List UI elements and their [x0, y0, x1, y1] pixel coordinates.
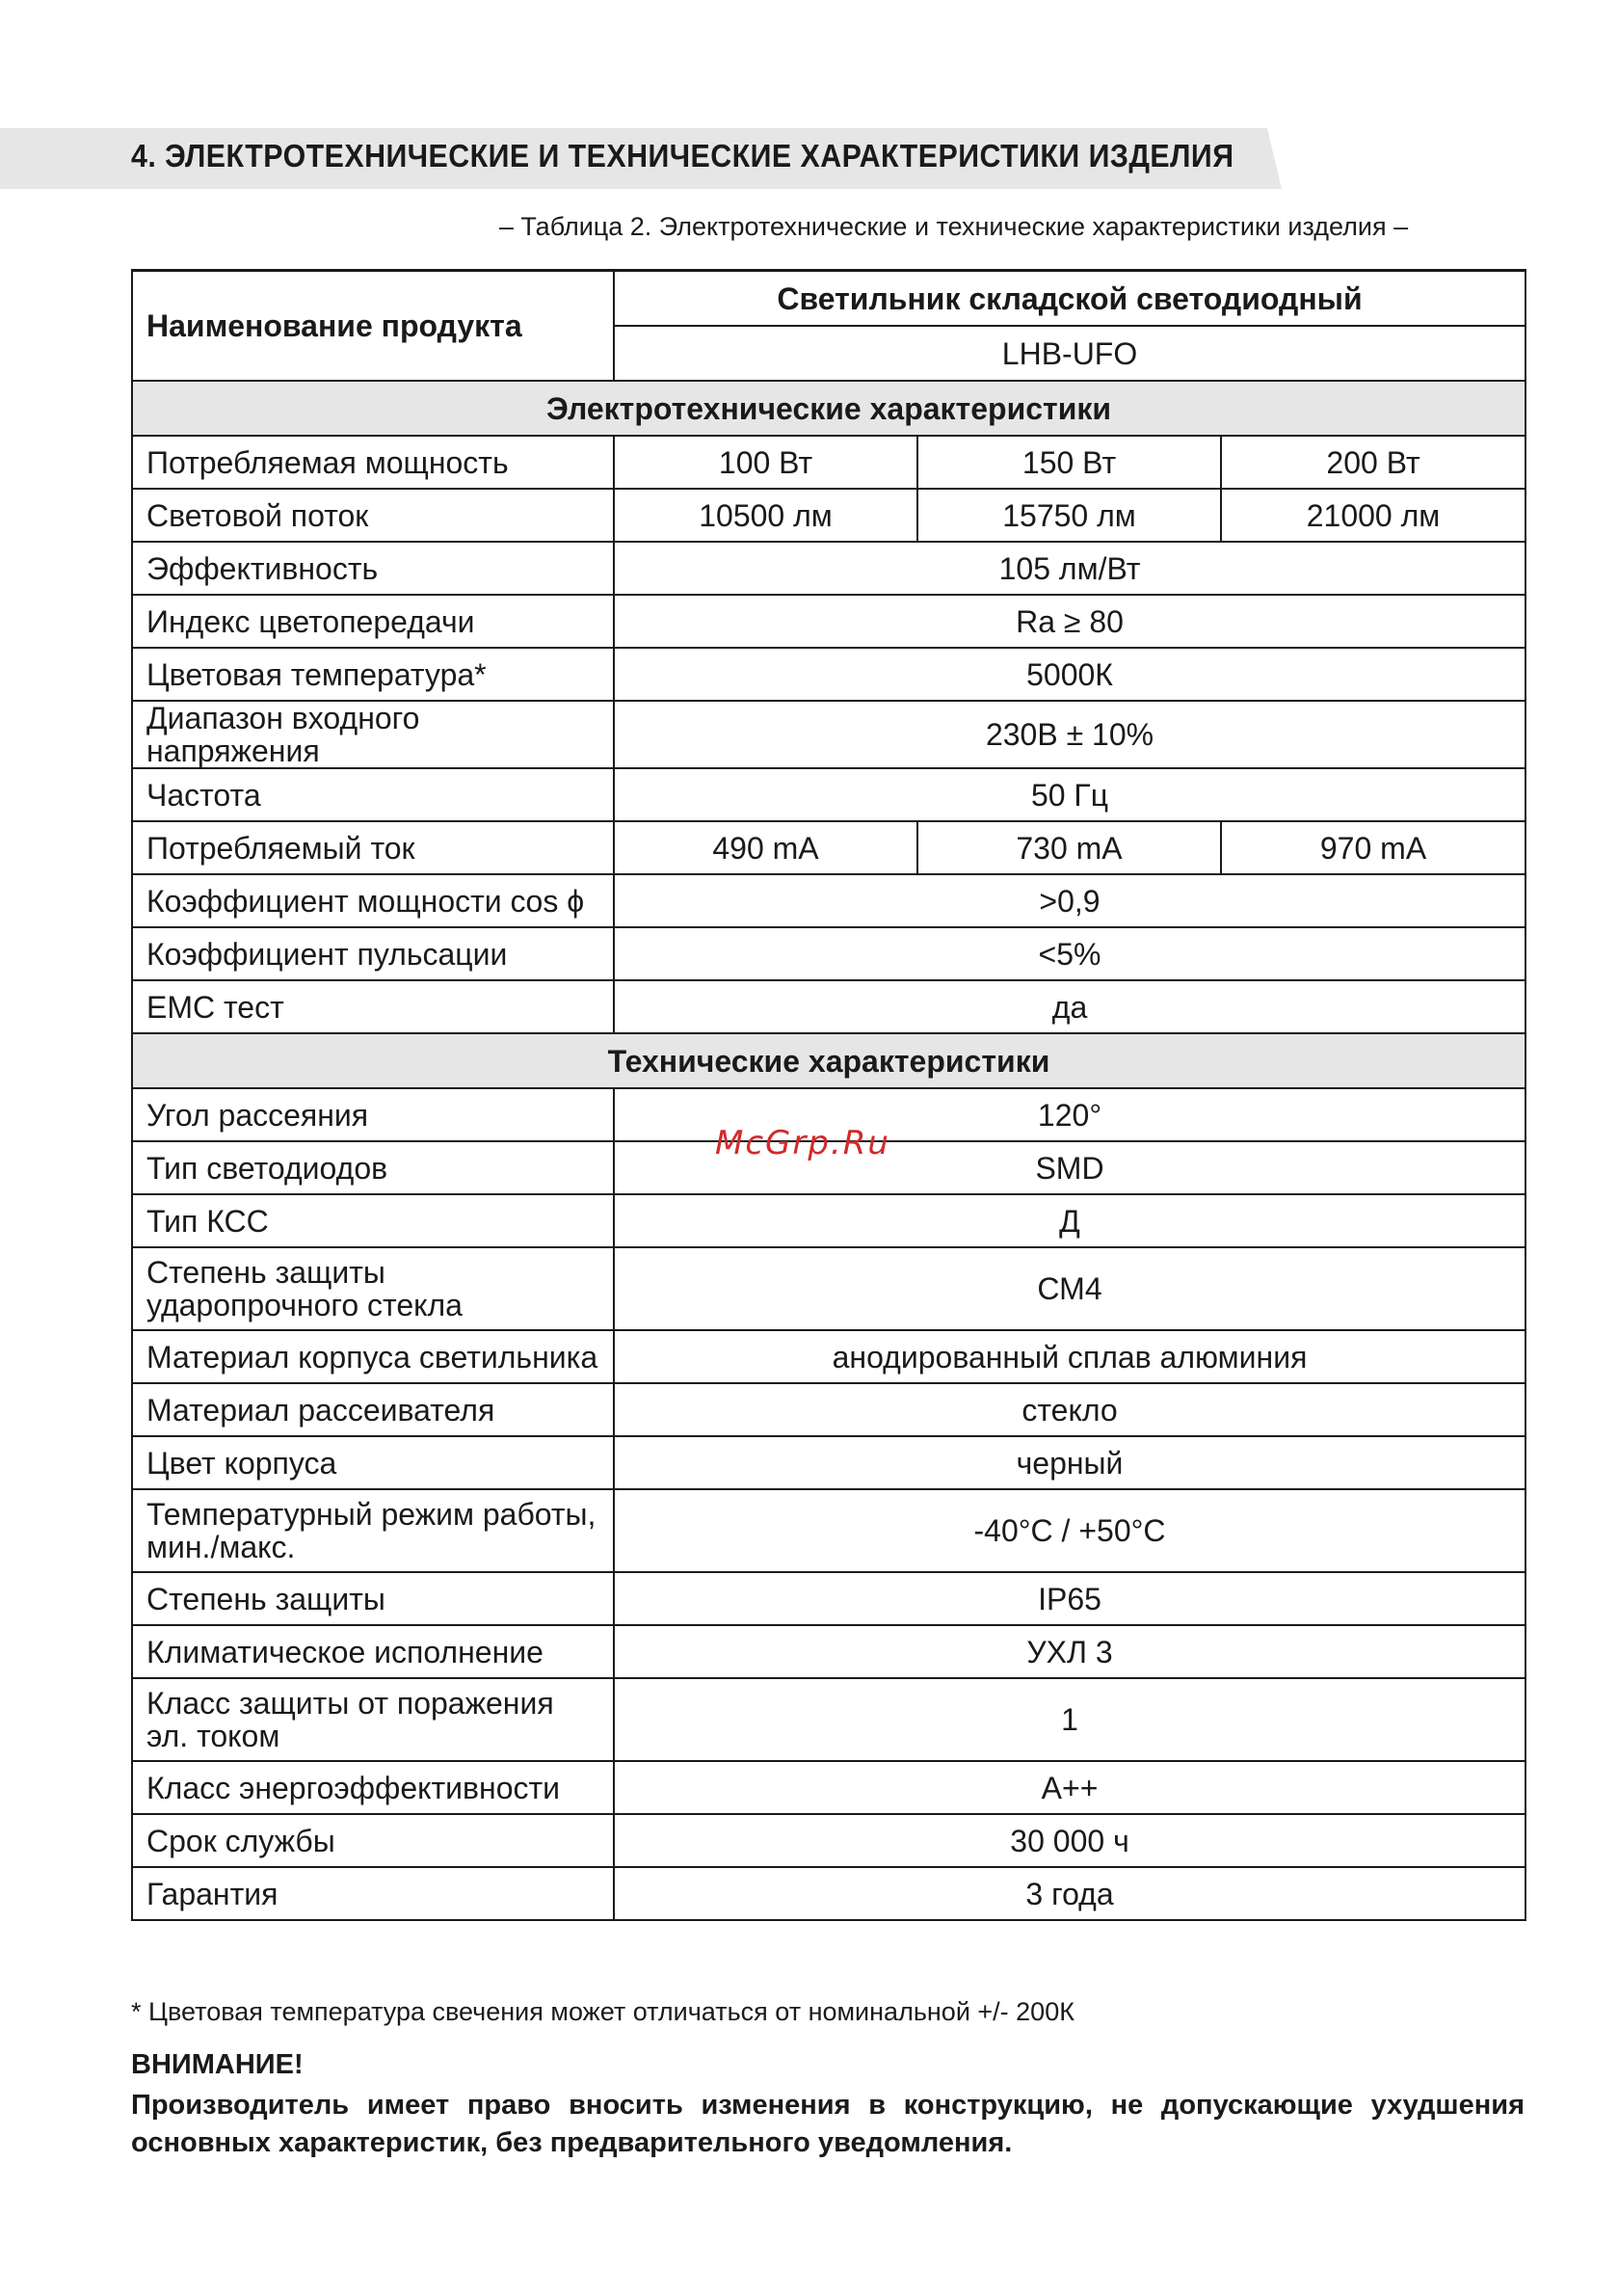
table-row	[132, 1330, 1525, 1383]
spec-label: Климатическое исполнение	[132, 1625, 614, 1678]
table-row	[132, 874, 1525, 927]
spec-value: 105 лм/Вт	[614, 542, 1525, 595]
spec-label: Цвет корпуса	[132, 1436, 614, 1489]
spec-label: Гарантия	[132, 1867, 614, 1920]
spec-value: 50 Гц	[614, 768, 1525, 821]
spec-value: 5000К	[614, 648, 1525, 701]
spec-label: Эффективность	[132, 542, 614, 595]
table-row	[132, 381, 1525, 436]
table-row	[132, 1247, 1525, 1330]
spec-label: Материал корпуса светильника	[132, 1330, 614, 1383]
table-row	[132, 489, 1525, 542]
table-row	[132, 1436, 1525, 1489]
spec-value: >0,9	[614, 874, 1525, 927]
spec-value: <5%	[614, 927, 1525, 980]
spec-value: 100 Вт	[614, 436, 917, 489]
table-row	[132, 271, 1525, 327]
spec-value: анодированный сплав алюминия	[614, 1330, 1525, 1383]
spec-label: Частота	[132, 768, 614, 821]
spec-value: Д	[614, 1194, 1525, 1247]
footnote: * Цветовая температура свечения может отличаться от номинальной +/- 200К	[131, 1997, 1074, 2026]
spec-value: Ra ≥ 80	[614, 595, 1525, 648]
table-row	[132, 1383, 1525, 1436]
watermark: McGrp.Ru	[715, 1124, 890, 1162]
table-row	[132, 980, 1525, 1033]
table-row	[132, 1814, 1525, 1867]
spec-value: IP65	[614, 1572, 1525, 1625]
spec-label: Коэффициент пульсации	[132, 927, 614, 980]
table-caption: – Таблица 2. Электротехнические и технические характеристики изделия –	[498, 212, 1409, 241]
table-row	[132, 436, 1525, 489]
table-row	[132, 1625, 1525, 1678]
table-row	[132, 1678, 1525, 1761]
spec-value: -40°С / +50°С	[614, 1489, 1525, 1572]
spec-value: 10500 лм	[614, 489, 917, 542]
spec-value: стекло	[614, 1383, 1525, 1436]
table-row	[132, 595, 1525, 648]
spec-label: Цветовая температура*	[132, 648, 614, 701]
spec-label: Класс защиты от поражения эл. током	[132, 1678, 614, 1761]
spec-value: 150 Вт	[917, 436, 1221, 489]
section-title: 4. ЭЛЕКТРОТЕХНИЧЕСКИЕ И ТЕХНИЧЕСКИЕ ХАРАКТЕРИСТИКИ ИЗДЕЛИЯ	[131, 138, 1234, 174]
spec-label: Потребляемая мощность	[132, 436, 614, 489]
electrical-heading: Электротехнические характеристики	[132, 381, 1525, 436]
spec-label: Класс энергоэффективности	[132, 1761, 614, 1814]
spec-value: 970 mA	[1221, 821, 1525, 874]
table-row	[132, 1867, 1525, 1920]
spec-value: 230В ± 10%	[614, 701, 1525, 768]
spec-label: Коэффициент мощности cos ϕ	[132, 874, 614, 927]
spec-label: Тип КСС	[132, 1194, 614, 1247]
spec-value: черный	[614, 1436, 1525, 1489]
spec-label: Световой поток	[132, 489, 614, 542]
attention-title: ВНИМАНИЕ!	[131, 2049, 304, 2080]
spec-label: Температурный режим работы, мин./макс.	[132, 1489, 614, 1572]
specs-table	[131, 269, 1526, 1921]
specs-table-body	[132, 271, 1525, 1921]
spec-value: 3 года	[614, 1867, 1525, 1920]
attention-text: Производитель имеет право вносить изменения в конструкцию, не допускающие ухудшения основных характеристик, без предварительного уведомления.	[131, 2090, 1525, 2158]
spec-label: Угол рассеяния	[132, 1088, 614, 1141]
spec-label: Срок службы	[132, 1814, 614, 1867]
table-row	[132, 821, 1525, 874]
spec-label: Индекс цветопередачи	[132, 595, 614, 648]
spec-value: 200 Вт	[1221, 436, 1525, 489]
spec-value: 21000 лм	[1221, 489, 1525, 542]
table-row	[132, 927, 1525, 980]
spec-label: Степень защиты	[132, 1572, 614, 1625]
spec-label: Потребляемый ток	[132, 821, 614, 874]
table-row	[132, 1572, 1525, 1625]
spec-label: Степень защиты ударопрочного стекла	[132, 1247, 614, 1330]
spec-value: 490 mA	[614, 821, 917, 874]
product-model-cell: LHB-UFO	[614, 326, 1525, 381]
spec-value: СМ4	[614, 1247, 1525, 1330]
table-row	[132, 1194, 1525, 1247]
technical-heading: Технические характеристики	[132, 1033, 1525, 1088]
table-row	[132, 1033, 1525, 1088]
spec-value: SMD	[614, 1141, 1525, 1194]
spec-label: ЕМС тест	[132, 980, 614, 1033]
spec-value: 15750 лм	[917, 489, 1221, 542]
table-row	[132, 701, 1525, 768]
table-row	[132, 1761, 1525, 1814]
table-row	[132, 648, 1525, 701]
table-row	[132, 542, 1525, 595]
product-name-cell: Светильник складской светодиодный	[614, 271, 1525, 327]
spec-value: 120°	[614, 1088, 1525, 1141]
spec-label: Материал рассеивателя	[132, 1383, 614, 1436]
spec-value: да	[614, 980, 1525, 1033]
product-label-cell: Наименование продукта	[132, 271, 614, 382]
spec-value: 30 000 ч	[614, 1814, 1525, 1867]
table-row	[132, 1489, 1525, 1572]
table-row	[132, 768, 1525, 821]
spec-label: Диапазон входного напряжения	[132, 701, 614, 768]
spec-label: Тип светодиодов	[132, 1141, 614, 1194]
spec-value: 730 mA	[917, 821, 1221, 874]
spec-value: 1	[614, 1678, 1525, 1761]
spec-value: А++	[614, 1761, 1525, 1814]
spec-value: УХЛ 3	[614, 1625, 1525, 1678]
